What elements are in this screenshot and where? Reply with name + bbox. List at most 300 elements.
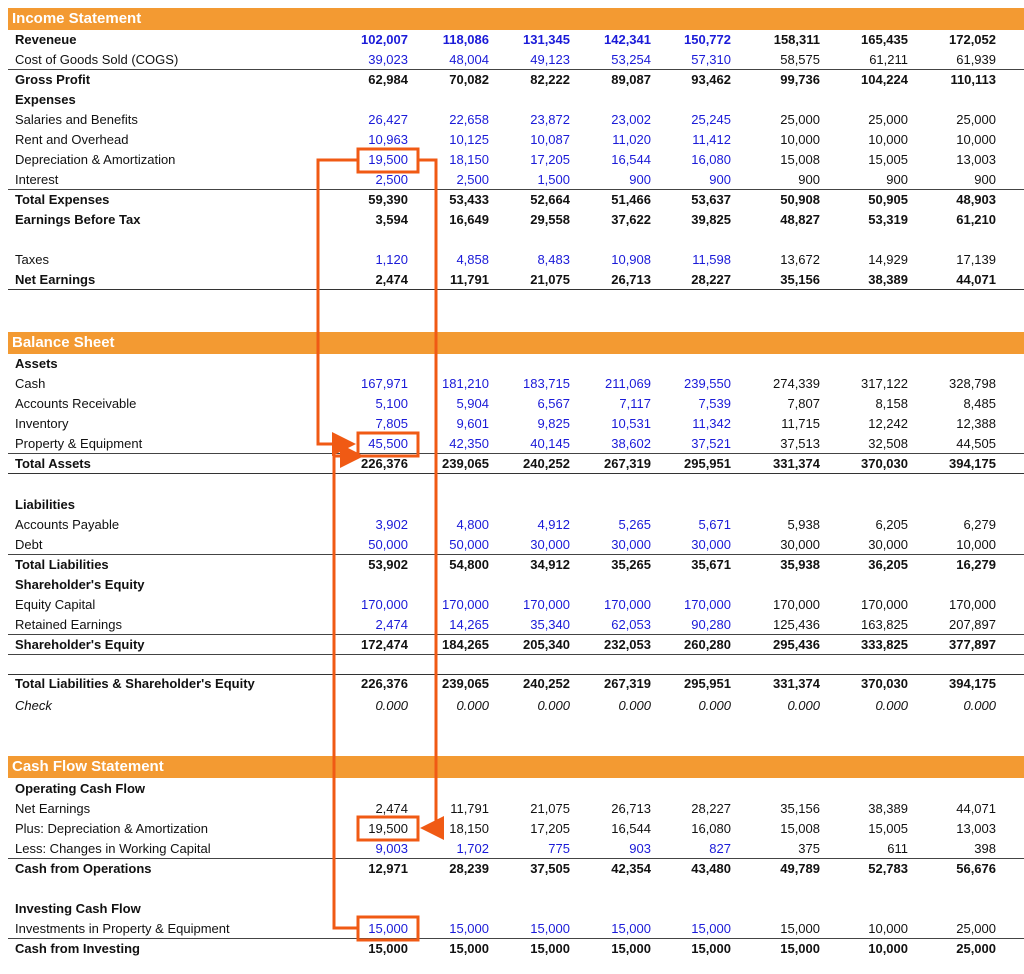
cell-ar-col3[interactable]: 6,567 — [537, 396, 570, 411]
row-interest — [0, 170, 1024, 190]
cell-cf-net-earnings-col2[interactable]: 11,791 — [450, 801, 489, 816]
cell-check-col6[interactable]: 0.000 — [787, 698, 820, 713]
cell-salaries-col1[interactable]: 26,427 — [368, 112, 408, 127]
cell-cf-dep-amort-col4[interactable]: 16,544 — [611, 821, 651, 836]
cell-total-liabilities-col3[interactable]: 34,912 — [530, 557, 570, 572]
cell-revenue-col2[interactable]: 118,086 — [442, 32, 489, 47]
cell-taxes-col4[interactable]: 10,908 — [611, 252, 651, 267]
cell-rent-col7[interactable]: 10,000 — [868, 132, 908, 147]
cell-check-col4[interactable]: 0.000 — [618, 698, 651, 713]
row-label: Shareholder's Equity — [15, 637, 145, 652]
cell-se-total-col2[interactable]: 184,265 — [442, 637, 489, 652]
cell-se-total-col1[interactable]: 172,474 — [361, 637, 408, 652]
cell-total-expenses-col3[interactable]: 52,664 — [530, 192, 570, 207]
cell-equity-capital-col7[interactable]: 170,000 — [861, 597, 908, 612]
cell-cash-col2[interactable]: 181,210 — [442, 376, 489, 391]
cell-debt-col8[interactable]: 10,000 — [956, 537, 996, 552]
cell-cf-wc-col8[interactable]: 398 — [974, 841, 996, 856]
cell-total-assets-col2[interactable]: 239,065 — [442, 456, 489, 471]
cell-cf-wc-col7[interactable]: 611 — [887, 841, 908, 856]
cell-ppe-col7[interactable]: 32,508 — [868, 436, 908, 451]
row-label: Cash from Operations — [15, 861, 152, 876]
cell-dep-amort-col1[interactable]: 19,500 — [368, 152, 408, 167]
cell-cf-wc-col5[interactable]: 827 — [709, 841, 731, 856]
cell-capex-col2[interactable]: 15,000 — [449, 921, 489, 936]
cell-total-expenses-col6[interactable]: 50,908 — [780, 192, 820, 207]
row-check — [0, 696, 1024, 716]
cell-total-assets-col3[interactable]: 240,252 — [523, 456, 570, 471]
cell-ebt-col7[interactable]: 53,319 — [868, 212, 908, 227]
cell-dep-amort-col6[interactable]: 15,008 — [780, 152, 820, 167]
cell-total-le-col8[interactable]: 394,175 — [949, 676, 996, 691]
cell-ppe-col4[interactable]: 38,602 — [611, 436, 651, 451]
cell-total-expenses-col8[interactable]: 48,903 — [956, 192, 996, 207]
cell-ppe-col2[interactable]: 42,350 — [449, 436, 489, 451]
total-divider — [8, 289, 1024, 290]
cell-cfi-col5[interactable]: 15,000 — [691, 941, 731, 956]
cell-cogs-col7[interactable]: 61,211 — [869, 52, 908, 67]
cell-cf-dep-amort-col5[interactable]: 16,080 — [691, 821, 731, 836]
row-total-expenses — [0, 190, 1024, 210]
cell-gross-profit-col2[interactable]: 70,082 — [449, 72, 489, 87]
cell-total-le-col7[interactable]: 370,030 — [861, 676, 908, 691]
row-label: Assets — [15, 356, 58, 371]
cell-total-liabilities-col1[interactable]: 53,902 — [368, 557, 408, 572]
cell-total-assets-col1[interactable]: 226,376 — [361, 456, 408, 471]
cell-total-le-col5[interactable]: 295,951 — [684, 676, 731, 691]
cell-cf-dep-amort-col7[interactable]: 15,005 — [868, 821, 908, 836]
cell-cash-col4[interactable]: 211,069 — [604, 376, 651, 391]
cell-net-earnings-col3[interactable]: 21,075 — [530, 272, 570, 287]
cell-net-earnings-col4[interactable]: 26,713 — [611, 272, 651, 287]
cell-rent-col4[interactable]: 11,020 — [612, 132, 651, 147]
cell-retained-earnings-col8[interactable]: 207,897 — [949, 617, 996, 632]
row-label: Investments in Property & Equipment — [15, 921, 230, 936]
row-divider — [8, 634, 1024, 635]
cell-cash-col8[interactable]: 328,798 — [949, 376, 996, 391]
row-label: Cash from Investing — [15, 941, 140, 956]
row-label: Net Earnings — [15, 272, 96, 287]
row-label: Accounts Payable — [15, 517, 120, 532]
cell-ar-col2[interactable]: 5,904 — [456, 396, 489, 411]
cell-dep-amort-col3[interactable]: 17,205 — [530, 152, 570, 167]
cell-dep-amort-col7[interactable]: 15,005 — [868, 152, 908, 167]
cell-total-liabilities-col8[interactable]: 16,279 — [956, 557, 996, 572]
cell-total-assets-col7[interactable]: 370,030 — [861, 456, 908, 471]
cell-ppe-col1[interactable]: 45,500 — [368, 436, 408, 451]
cell-taxes-col5[interactable]: 11,598 — [692, 252, 731, 267]
cell-inventory-col7[interactable]: 12,242 — [868, 416, 908, 431]
cell-se-total-col8[interactable]: 377,897 — [949, 637, 996, 652]
cell-cfi-col2[interactable]: 15,000 — [449, 941, 489, 956]
cell-total-expenses-col2[interactable]: 53,433 — [449, 192, 489, 207]
cell-salaries-col4[interactable]: 23,002 — [611, 112, 651, 127]
row-label: Retained Earnings — [15, 617, 122, 632]
row-cfo — [0, 859, 1024, 879]
cell-total-assets-col5[interactable]: 295,951 — [684, 456, 731, 471]
cell-retained-earnings-col1[interactable]: 2,474 — [375, 617, 408, 632]
cell-ap-col2[interactable]: 4,800 — [456, 517, 489, 532]
cell-ppe-col3[interactable]: 40,145 — [530, 436, 570, 451]
cell-total-assets-col8[interactable]: 394,175 — [949, 456, 996, 471]
cell-equity-capital-col8[interactable]: 170,000 — [949, 597, 996, 612]
cell-ppe-col8[interactable]: 44,505 — [956, 436, 996, 451]
cell-net-earnings-col2[interactable]: 11,791 — [449, 272, 489, 287]
row-icf-header — [0, 899, 1024, 919]
cell-ap-col8[interactable]: 6,279 — [963, 517, 996, 532]
cell-gross-profit-col7[interactable]: 104,224 — [861, 72, 908, 87]
cell-cfi-col1[interactable]: 15,000 — [368, 941, 408, 956]
row-label: Net Earnings — [15, 801, 91, 816]
cell-cf-dep-amort-col1[interactable]: 19,500 — [368, 821, 408, 836]
cell-cfo-col8[interactable]: 56,676 — [956, 861, 996, 876]
section-title: Balance Sheet — [12, 334, 115, 351]
row-ppe — [0, 434, 1024, 454]
cell-ebt-col3[interactable]: 29,558 — [530, 212, 570, 227]
cell-capex-col3[interactable]: 15,000 — [530, 921, 570, 936]
cell-total-assets-col6[interactable]: 331,374 — [773, 456, 820, 471]
cell-gross-profit-col8[interactable]: 110,113 — [950, 72, 996, 87]
cell-equity-capital-col1[interactable]: 170,000 — [361, 597, 408, 612]
cell-debt-col2[interactable]: 50,000 — [449, 537, 489, 552]
row-divider — [8, 453, 1024, 454]
cell-total-le-col6[interactable]: 331,374 — [773, 676, 820, 691]
row-label: Operating Cash Flow — [15, 781, 146, 796]
cell-salaries-col3[interactable]: 23,872 — [530, 112, 570, 127]
cell-interest-col8[interactable]: 900 — [974, 172, 996, 187]
cell-net-earnings-col6[interactable]: 35,156 — [780, 272, 820, 287]
cell-interest-col7[interactable]: 900 — [886, 172, 908, 187]
cell-total-assets-col4[interactable]: 267,319 — [604, 456, 651, 471]
cell-ebt-col8[interactable]: 61,210 — [956, 212, 996, 227]
row-label: Interest — [15, 172, 59, 187]
row-label: Debt — [15, 537, 43, 552]
cell-taxes-col6[interactable]: 13,672 — [780, 252, 820, 267]
cell-cogs-col3[interactable]: 49,123 — [530, 52, 570, 67]
row-label: Earnings Before Tax — [15, 212, 141, 227]
cell-retained-earnings-col7[interactable]: 163,825 — [861, 617, 908, 632]
cell-cfo-col5[interactable]: 43,480 — [691, 861, 731, 876]
cell-cash-col3[interactable]: 183,715 — [523, 376, 570, 391]
row-gross-profit — [0, 70, 1024, 90]
cell-cogs-col6[interactable]: 58,575 — [780, 52, 820, 67]
row-label: Liabilities — [15, 497, 75, 512]
cell-rent-col8[interactable]: 10,000 — [956, 132, 996, 147]
section-header-balance-sheet — [8, 332, 1024, 354]
cell-interest-col6[interactable]: 900 — [798, 172, 820, 187]
cell-check-col8[interactable]: 0.000 — [963, 698, 996, 713]
cell-cf-net-earnings-col7[interactable]: 38,389 — [868, 801, 908, 816]
cell-inventory-col3[interactable]: 9,825 — [537, 416, 570, 431]
cell-ppe-col6[interactable]: 37,513 — [780, 436, 820, 451]
cell-debt-col7[interactable]: 30,000 — [868, 537, 908, 552]
cell-ap-col3[interactable]: 4,912 — [537, 517, 570, 532]
cell-capex-col7[interactable]: 10,000 — [868, 921, 908, 936]
row-cfi — [0, 939, 1024, 959]
cell-revenue-col8[interactable]: 172,052 — [949, 32, 996, 47]
cell-check-col7[interactable]: 0.000 — [875, 698, 908, 713]
cell-retained-earnings-col5[interactable]: 90,280 — [691, 617, 731, 632]
cell-inventory-col1[interactable]: 7,805 — [375, 416, 408, 431]
cell-ar-col7[interactable]: 8,158 — [875, 396, 908, 411]
row-label: Plus: Depreciation & Amortization — [15, 821, 208, 836]
cell-cf-net-earnings-col4[interactable]: 26,713 — [611, 801, 651, 816]
total-divider — [8, 674, 1024, 675]
cell-cfo-col3[interactable]: 37,505 — [530, 861, 570, 876]
cell-ebt-col4[interactable]: 37,622 — [611, 212, 651, 227]
cell-dep-amort-col4[interactable]: 16,544 — [611, 152, 651, 167]
cell-cf-wc-col6[interactable]: 375 — [798, 841, 820, 856]
cell-total-liabilities-col7[interactable]: 36,205 — [868, 557, 908, 572]
cell-ar-col4[interactable]: 7,117 — [619, 396, 651, 411]
cell-gross-profit-col6[interactable]: 99,736 — [780, 72, 820, 87]
section-header-cash-flow-statement — [8, 756, 1024, 778]
cell-capex-col8[interactable]: 25,000 — [956, 921, 996, 936]
cell-ppe-col5[interactable]: 37,521 — [691, 436, 731, 451]
row-label: Inventory — [15, 416, 69, 431]
cell-cogs-col5[interactable]: 57,310 — [691, 52, 731, 67]
cell-salaries-col5[interactable]: 25,245 — [691, 112, 731, 127]
cell-ebt-col5[interactable]: 39,825 — [691, 212, 731, 227]
cell-ar-col6[interactable]: 7,807 — [787, 396, 820, 411]
cell-ap-col6[interactable]: 5,938 — [787, 517, 820, 532]
row-label: Investing Cash Flow — [15, 901, 141, 916]
cell-cfi-col4[interactable]: 15,000 — [611, 941, 651, 956]
cell-gross-profit-col5[interactable]: 93,462 — [691, 72, 731, 87]
cell-gross-profit-col3[interactable]: 82,222 — [530, 72, 570, 87]
cell-net-earnings-col1[interactable]: 2,474 — [375, 272, 408, 287]
cell-cfo-col4[interactable]: 42,354 — [611, 861, 651, 876]
cell-debt-col1[interactable]: 50,000 — [368, 537, 408, 552]
cell-cf-dep-amort-col2[interactable]: 18,150 — [449, 821, 489, 836]
cell-cf-net-earnings-col3[interactable]: 21,075 — [530, 801, 570, 816]
cell-dep-amort-col8[interactable]: 13,003 — [956, 152, 996, 167]
row-ap — [0, 515, 1024, 535]
cell-inventory-col5[interactable]: 11,342 — [692, 416, 731, 431]
cell-interest-col5[interactable]: 900 — [709, 172, 731, 187]
row-divider — [8, 189, 1024, 190]
cell-taxes-col7[interactable]: 14,929 — [868, 252, 908, 267]
row-debt — [0, 535, 1024, 555]
cell-cf-net-earnings-col1[interactable]: 2,474 — [375, 801, 408, 816]
cell-revenue-col6[interactable]: 158,311 — [773, 32, 820, 47]
cell-revenue-col3[interactable]: 131,345 — [523, 32, 570, 47]
cell-ap-col4[interactable]: 5,265 — [618, 517, 651, 532]
cell-cfi-col3[interactable]: 15,000 — [530, 941, 570, 956]
cell-rent-col2[interactable]: 10,125 — [449, 132, 489, 147]
cell-cfo-col7[interactable]: 52,783 — [868, 861, 908, 876]
row-cogs — [0, 50, 1024, 70]
cell-se-total-col4[interactable]: 232,053 — [604, 637, 651, 652]
cell-capex-col6[interactable]: 15,000 — [780, 921, 820, 936]
row-liabilities-header — [0, 495, 1024, 515]
cell-cogs-col1[interactable]: 39,023 — [368, 52, 408, 67]
cell-se-total-col7[interactable]: 333,825 — [861, 637, 908, 652]
cell-cf-net-earnings-col6[interactable]: 35,156 — [780, 801, 820, 816]
row-cf-net-earnings — [0, 799, 1024, 819]
cell-retained-earnings-col3[interactable]: 35,340 — [530, 617, 570, 632]
row-label: Property & Equipment — [15, 436, 143, 451]
cell-net-earnings-col7[interactable]: 38,389 — [868, 272, 908, 287]
cell-total-le-col2[interactable]: 239,065 — [442, 676, 489, 691]
cell-inventory-col4[interactable]: 10,531 — [611, 416, 651, 431]
cell-ebt-col6[interactable]: 48,827 — [780, 212, 820, 227]
cell-cf-wc-col3[interactable]: 775 — [548, 841, 570, 856]
row-divider — [8, 69, 1024, 70]
cell-total-le-col1[interactable]: 226,376 — [361, 676, 408, 691]
cell-gross-profit-col4[interactable]: 89,087 — [611, 72, 651, 87]
cell-gross-profit-col1[interactable]: 62,984 — [368, 72, 408, 87]
cell-cfi-col6[interactable]: 15,000 — [780, 941, 820, 956]
cell-taxes-col2[interactable]: 4,858 — [456, 252, 489, 267]
cell-ar-col1[interactable]: 5,100 — [375, 396, 408, 411]
cell-ar-col8[interactable]: 8,485 — [963, 396, 996, 411]
cell-salaries-col8[interactable]: 25,000 — [956, 112, 996, 127]
cell-revenue-col4[interactable]: 142,341 — [604, 32, 651, 47]
cell-check-col3[interactable]: 0.000 — [537, 698, 570, 713]
cell-ap-col5[interactable]: 5,671 — [698, 517, 731, 532]
cell-ap-col1[interactable]: 3,902 — [375, 517, 408, 532]
cell-ap-col7[interactable]: 6,205 — [875, 517, 908, 532]
row-label: Cash — [15, 376, 46, 391]
cell-cash-col1[interactable]: 167,971 — [361, 376, 408, 391]
cell-total-le-col3[interactable]: 240,252 — [523, 676, 570, 691]
cell-total-le-col4[interactable]: 267,319 — [604, 676, 651, 691]
cell-equity-capital-col6[interactable]: 170,000 — [773, 597, 820, 612]
row-label: Reveneue — [15, 32, 77, 47]
row-inventory — [0, 414, 1024, 434]
cell-interest-col3[interactable]: 1,500 — [537, 172, 570, 187]
cell-inventory-col6[interactable]: 11,715 — [781, 416, 820, 431]
cell-net-earnings-col8[interactable]: 44,071 — [956, 272, 996, 287]
cell-cf-wc-col2[interactable]: 1,702 — [456, 841, 489, 856]
cell-interest-col4[interactable]: 900 — [629, 172, 651, 187]
cell-equity-capital-col4[interactable]: 170,000 — [604, 597, 651, 612]
cell-equity-capital-col3[interactable]: 170,000 — [523, 597, 570, 612]
cell-capex-col1[interactable]: 15,000 — [368, 921, 408, 936]
cell-salaries-col6[interactable]: 25,000 — [780, 112, 820, 127]
cell-retained-earnings-col4[interactable]: 62,053 — [611, 617, 651, 632]
cell-rent-col5[interactable]: 11,412 — [692, 132, 731, 147]
cell-retained-earnings-col6[interactable]: 125,436 — [773, 617, 820, 632]
cell-check-col5[interactable]: 0.000 — [698, 698, 731, 713]
cell-check-col1[interactable]: 0.000 — [375, 698, 408, 713]
cell-debt-col6[interactable]: 30,000 — [780, 537, 820, 552]
cell-cf-dep-amort-col3[interactable]: 17,205 — [530, 821, 570, 836]
cell-cogs-col8[interactable]: 61,939 — [956, 52, 996, 67]
row-ar — [0, 394, 1024, 414]
cell-cfo-col2[interactable]: 28,239 — [449, 861, 489, 876]
cell-check-col2[interactable]: 0.000 — [456, 698, 489, 713]
row-label: Equity Capital — [15, 597, 96, 612]
cell-cf-wc-col4[interactable]: 903 — [629, 841, 651, 856]
row-label: Total Expenses — [15, 192, 110, 207]
cell-dep-amort-col5[interactable]: 16,080 — [691, 152, 731, 167]
cell-retained-earnings-col2[interactable]: 14,265 — [449, 617, 489, 632]
cell-equity-capital-col2[interactable]: 170,000 — [442, 597, 489, 612]
cell-ebt-col2[interactable]: 16,649 — [449, 212, 489, 227]
cell-revenue-col1[interactable]: 102,007 — [361, 32, 408, 47]
cell-total-expenses-col4[interactable]: 51,466 — [611, 192, 651, 207]
cell-cash-col6[interactable]: 274,339 — [773, 376, 820, 391]
row-total-le — [0, 674, 1024, 694]
row-capex — [0, 919, 1024, 939]
cell-cf-wc-col1[interactable]: 9,003 — [375, 841, 408, 856]
row-equity-capital — [0, 595, 1024, 615]
cell-taxes-col8[interactable]: 17,139 — [956, 252, 996, 267]
cell-total-expenses-col7[interactable]: 50,905 — [868, 192, 908, 207]
row-divider — [8, 554, 1024, 555]
cell-capex-col4[interactable]: 15,000 — [611, 921, 651, 936]
cell-debt-col3[interactable]: 30,000 — [530, 537, 570, 552]
cell-rent-col6[interactable]: 10,000 — [780, 132, 820, 147]
cell-total-expenses-col5[interactable]: 53,637 — [691, 192, 731, 207]
cell-cf-dep-amort-col8[interactable]: 13,003 — [956, 821, 996, 836]
cell-interest-col2[interactable]: 2,500 — [456, 172, 489, 187]
row-divider — [8, 938, 1024, 939]
cell-equity-capital-col5[interactable]: 170,000 — [684, 597, 731, 612]
cell-capex-col5[interactable]: 15,000 — [691, 921, 731, 936]
cell-cash-col7[interactable]: 317,122 — [861, 376, 908, 391]
cell-taxes-col1[interactable]: 1,120 — [375, 252, 408, 267]
cell-cfo-col6[interactable]: 49,789 — [780, 861, 820, 876]
cell-cfi-col8[interactable]: 25,000 — [956, 941, 996, 956]
cell-ebt-col1[interactable]: 3,594 — [375, 212, 408, 227]
cell-debt-col5[interactable]: 30,000 — [691, 537, 731, 552]
cell-cogs-col2[interactable]: 48,004 — [449, 52, 489, 67]
cell-inventory-col2[interactable]: 9,601 — [456, 416, 489, 431]
cell-inventory-col8[interactable]: 12,388 — [956, 416, 996, 431]
cell-se-total-col5[interactable]: 260,280 — [684, 637, 731, 652]
cell-cf-net-earnings-col8[interactable]: 44,071 — [956, 801, 996, 816]
cell-cf-net-earnings-col5[interactable]: 28,227 — [691, 801, 731, 816]
cell-total-liabilities-col5[interactable]: 35,671 — [691, 557, 731, 572]
cell-ar-col5[interactable]: 7,539 — [698, 396, 731, 411]
cell-rent-col3[interactable]: 10,087 — [530, 132, 570, 147]
row-label: Total Liabilities — [15, 557, 109, 572]
cell-se-total-col6[interactable]: 295,436 — [773, 637, 820, 652]
row-divider — [8, 654, 1024, 655]
section-header-income-statement — [8, 8, 1024, 30]
cell-cash-col5[interactable]: 239,550 — [684, 376, 731, 391]
cell-cf-dep-amort-col6[interactable]: 15,008 — [780, 821, 820, 836]
cell-se-total-col3[interactable]: 205,340 — [523, 637, 570, 652]
cell-debt-col4[interactable]: 30,000 — [611, 537, 651, 552]
cell-rent-col1[interactable]: 10,963 — [368, 132, 408, 147]
cell-interest-col1[interactable]: 2,500 — [375, 172, 408, 187]
cell-cfo-col1[interactable]: 12,971 — [368, 861, 408, 876]
row-se-header — [0, 575, 1024, 595]
cell-salaries-col7[interactable]: 25,000 — [868, 112, 908, 127]
row-total-liabilities — [0, 555, 1024, 575]
cell-dep-amort-col2[interactable]: 18,150 — [449, 152, 489, 167]
cell-total-liabilities-col4[interactable]: 35,265 — [611, 557, 651, 572]
cell-total-expenses-col1[interactable]: 59,390 — [368, 192, 408, 207]
section-title: Income Statement — [12, 10, 142, 27]
row-expenses-header — [0, 90, 1024, 110]
cell-cogs-col4[interactable]: 53,254 — [611, 52, 651, 67]
cell-cfi-col7[interactable]: 10,000 — [868, 941, 908, 956]
row-label: Rent and Overhead — [15, 132, 129, 147]
cell-salaries-col2[interactable]: 22,658 — [449, 112, 489, 127]
cell-taxes-col3[interactable]: 8,483 — [537, 252, 570, 267]
cell-total-liabilities-col2[interactable]: 54,800 — [449, 557, 489, 572]
cell-total-liabilities-col6[interactable]: 35,938 — [780, 557, 820, 572]
cell-revenue-col5[interactable]: 150,772 — [684, 32, 731, 47]
row-label: Cost of Goods Sold (COGS) — [15, 52, 179, 67]
cell-revenue-col7[interactable]: 165,435 — [861, 32, 908, 47]
cell-net-earnings-col5[interactable]: 28,227 — [691, 272, 731, 287]
